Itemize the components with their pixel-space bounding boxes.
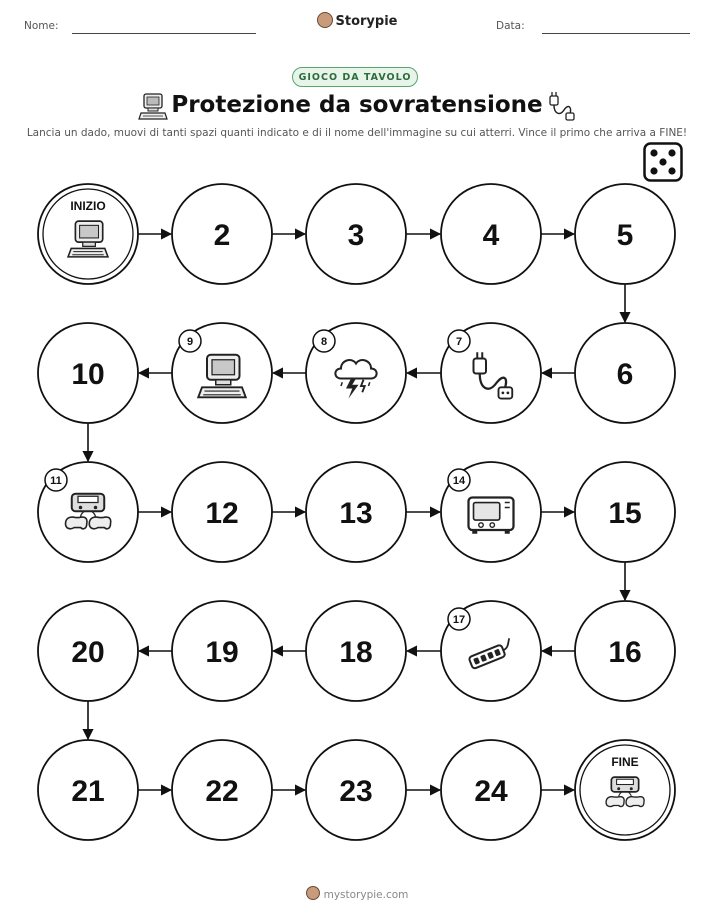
start-space[interactable] xyxy=(38,184,138,284)
board-space[interactable] xyxy=(575,323,675,423)
space-number: 7 xyxy=(455,336,463,348)
space-number: 17 xyxy=(452,614,466,626)
board-space[interactable] xyxy=(306,323,406,423)
page-title: Protezione da sovratensione xyxy=(171,92,543,118)
board-space[interactable] xyxy=(172,601,272,701)
space-number: 11 xyxy=(50,475,62,487)
space-number: 18 xyxy=(339,636,373,669)
board-space[interactable] xyxy=(172,323,272,423)
space-number: 12 xyxy=(205,497,239,530)
start-label: INIZIO xyxy=(70,199,106,213)
board-space[interactable] xyxy=(306,184,406,284)
space-number: 9 xyxy=(186,336,194,348)
board-space[interactable] xyxy=(38,601,138,701)
space-number: 5 xyxy=(616,219,634,252)
board-space[interactable] xyxy=(306,740,406,840)
space-number: 21 xyxy=(71,775,105,808)
space-number: 6 xyxy=(616,358,634,391)
board-space[interactable] xyxy=(575,462,675,562)
board-space[interactable] xyxy=(38,740,138,840)
instructions: Lancia un dado, muovi di tanti spazi quanti indicato e di il nome dell'immagine su cui atterri. Vince il primo che arriva a FINE! xyxy=(26,127,688,139)
board-space[interactable] xyxy=(38,323,138,423)
board-space[interactable] xyxy=(441,462,541,562)
board-space[interactable] xyxy=(441,323,541,423)
space-number: 3 xyxy=(347,219,365,252)
space-number: 10 xyxy=(71,358,105,391)
finish-label: FINE xyxy=(611,755,639,769)
footer-url[interactable]: mystorypie.com xyxy=(323,889,409,901)
space-number: 8 xyxy=(320,336,328,348)
board-space[interactable] xyxy=(172,462,272,562)
board-space[interactable] xyxy=(441,184,541,284)
space-number: 24 xyxy=(474,775,508,808)
space-number: 23 xyxy=(339,775,373,808)
board-space[interactable] xyxy=(172,184,272,284)
space-number: 4 xyxy=(482,219,500,252)
board-space[interactable] xyxy=(441,601,541,701)
mascot-icon xyxy=(306,886,320,900)
space-number: 20 xyxy=(71,636,105,669)
space-number: 2 xyxy=(213,219,231,252)
board-space[interactable] xyxy=(575,601,675,701)
space-number: 22 xyxy=(205,775,239,808)
board-space[interactable] xyxy=(172,740,272,840)
name-label: Nome: xyxy=(24,20,59,32)
board-space[interactable] xyxy=(441,740,541,840)
board-space[interactable] xyxy=(306,601,406,701)
space-number: 13 xyxy=(339,497,373,530)
finish-space[interactable] xyxy=(575,740,675,840)
board-space[interactable] xyxy=(575,184,675,284)
space-number: 16 xyxy=(608,636,642,669)
space-number: 15 xyxy=(608,497,642,530)
space-number: 14 xyxy=(452,475,466,487)
microwave-icon xyxy=(469,498,514,534)
category-tag: GIOCO DA TAVOLO xyxy=(292,67,418,87)
date-label: Data: xyxy=(496,20,525,32)
space-number: 19 xyxy=(205,636,239,669)
board-space[interactable] xyxy=(306,462,406,562)
footer xyxy=(0,886,714,901)
brand-name: Storypie xyxy=(335,14,398,29)
board-space[interactable] xyxy=(38,462,138,562)
